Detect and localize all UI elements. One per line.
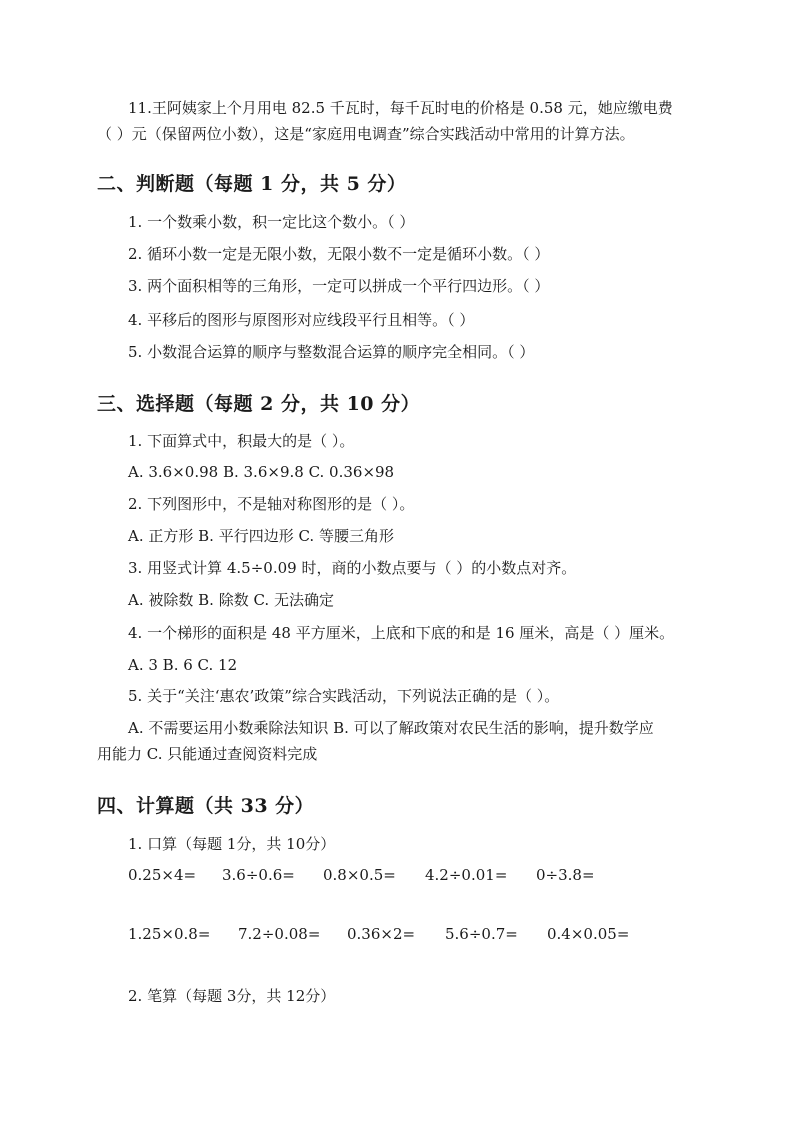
written-calc-title: 2. 笔算（每题 3分，共 12分） — [128, 987, 336, 1005]
question-11-line-2: （ ）元（保留两位小数），这是“家庭用电调查”综合实践活动中常用的计算方法。 — [97, 125, 635, 143]
oral-calc-item: 4.2÷0.01= — [425, 866, 508, 884]
oral-calc-item: 0÷3.8= — [536, 866, 595, 884]
judge-item-1: 1. 一个数乘小数，积一定比这个数小。（ ） — [128, 213, 415, 231]
oral-calc-item: 5.6÷0.7= — [445, 925, 518, 943]
choice-question-1: 1. 下面算式中，积最大的是（ ）。 — [128, 432, 355, 450]
oral-calc-item: 0.25×4= — [128, 866, 197, 884]
oral-calc-title: 1. 口算（每题 1分，共 10分） — [128, 835, 336, 853]
choice-options-1: A. 3.6×0.98 B. 3.6×9.8 C. 0.36×98 — [128, 463, 395, 481]
judge-item-4: 4. 平移后的图形与原图形对应线段平行且相等。（ ） — [128, 311, 475, 329]
judge-item-3: 3. 两个面积相等的三角形，一定可以拼成一个平行四边形。（ ） — [128, 277, 550, 295]
choice-question-4: 4. 一个梯形的面积是 48 平方厘米，上底和下底的和是 16 厘米，高是（ ）厘米。 — [128, 624, 675, 642]
oral-calc-item: 0.8×0.5= — [323, 866, 396, 884]
choice-options-5-line-1: A. 不需要运用小数乘除法知识 B. 可以了解政策对农民生活的影响，提升数学应 — [128, 719, 654, 737]
oral-calc-item: 0.4×0.05= — [547, 925, 630, 943]
oral-calc-item: 3.6÷0.6= — [222, 866, 295, 884]
choice-section-heading: 三、选择题（每题 2 分，共 10 分） — [97, 393, 421, 415]
choice-question-2: 2. 下列图形中，不是轴对称图形的是（ ）。 — [128, 495, 415, 513]
choice-question-5: 5. 关于“关注‘惠农’政策”综合实践活动，下列说法正确的是（ ）。 — [128, 687, 560, 705]
choice-question-3: 3. 用竖式计算 4.5÷0.09 时，商的小数点要与（ ）的小数点对齐。 — [128, 559, 577, 577]
question-11-line-1: 11.王阿姨家上个月用电 82.5 千瓦时，每千瓦时电的价格是 0.58 元，她应缴电费 — [128, 99, 673, 117]
judge-item-2: 2. 循环小数一定是无限小数，无限小数不一定是循环小数。（ ） — [128, 245, 550, 263]
choice-options-3: A. 被除数 B. 除数 C. 无法确定 — [128, 591, 334, 609]
calc-section-heading: 四、计算题（共 33 分） — [97, 795, 315, 817]
choice-options-5-line-2: 用能力 C. 只能通过查阅资料完成 — [97, 745, 318, 763]
judge-item-5: 5. 小数混合运算的顺序与整数混合运算的顺序完全相同。（ ） — [128, 343, 535, 361]
choice-options-2: A. 正方形 B. 平行四边形 C. 等腰三角形 — [128, 527, 394, 545]
oral-calc-item: 1.25×0.8= — [128, 925, 211, 943]
choice-options-4: A. 3 B. 6 C. 12 — [128, 656, 238, 674]
judge-section-heading: 二、判断题（每题 1 分，共 5 分） — [97, 173, 407, 195]
oral-calc-item: 7.2÷0.08= — [238, 925, 321, 943]
oral-calc-item: 0.36×2= — [347, 925, 416, 943]
